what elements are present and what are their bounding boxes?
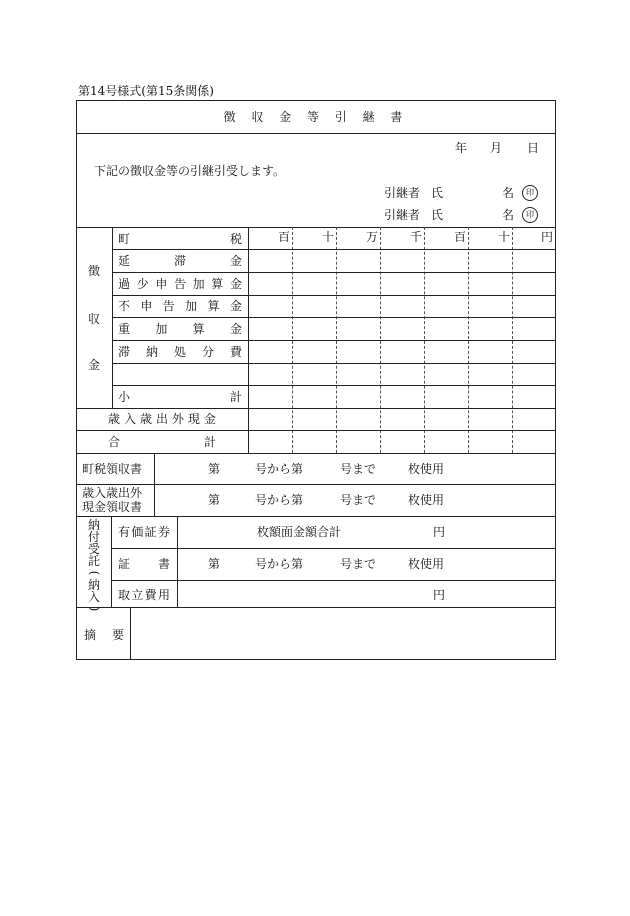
receipt-dai: 第 [208, 493, 221, 507]
form-frame [76, 100, 556, 660]
consignment-row-label [118, 525, 170, 539]
digit-header: 十 [498, 230, 511, 244]
receipt-used: 枚使用 [408, 493, 445, 507]
receipt-to: 号まで [340, 462, 377, 476]
receipt-used: 枚使用 [408, 462, 445, 476]
consignment-from: 号から第 [255, 557, 304, 571]
label-char: 入 [123, 412, 136, 426]
label-char: 申 [155, 277, 168, 291]
collection-row-label [118, 232, 242, 246]
party-mei: 名 [502, 186, 515, 200]
summary-row-label [108, 435, 216, 449]
label-char: 納 [87, 578, 100, 592]
consignment-row-label [118, 588, 170, 602]
statement: 下記の徴収金等の引継引受します。 [94, 164, 286, 178]
label-char: 受 [87, 542, 100, 556]
consignment-unit: 円 [433, 525, 446, 539]
label-char: 過 [118, 277, 131, 291]
label-char: 納 [87, 518, 100, 532]
consignment-to: 号まで [340, 557, 377, 571]
digit-header: 十 [322, 230, 335, 244]
remarks-label [84, 628, 124, 642]
digit-header: 円 [541, 230, 554, 244]
label-char: 金 [229, 277, 242, 291]
label-char: 申 [140, 299, 153, 313]
label-char: 滞 [173, 254, 186, 268]
label-char: ( [87, 570, 101, 576]
label-char: 有 [118, 525, 131, 539]
label-char: 用 [157, 588, 170, 602]
label-char: 合 [108, 435, 121, 449]
label-char: 金 [229, 254, 242, 268]
consignment-dai: 第 [208, 557, 221, 571]
label-char: 書 [157, 557, 170, 571]
label-char: 滞 [118, 345, 131, 359]
label-char: 歳 [108, 412, 121, 426]
label-char: 金 [203, 412, 216, 426]
label-char: 入 [87, 590, 100, 604]
consignment-label [86, 518, 102, 612]
consignment-used: 枚使用 [408, 557, 445, 571]
label-char: 摘 [84, 628, 97, 642]
label-char: 計 [203, 435, 216, 449]
date-month: 月 [490, 141, 503, 155]
collection-row-label [118, 390, 242, 404]
label-char: 外 [171, 412, 184, 426]
summary-row-label [108, 412, 216, 426]
party-mei: 名 [502, 208, 515, 222]
label-char: 告 [162, 299, 175, 313]
label-char: 算 [207, 299, 220, 313]
digit-header: 千 [410, 230, 423, 244]
label-char: 金 [229, 299, 242, 313]
digit-header: 百 [278, 230, 291, 244]
label-char: 券 [157, 525, 170, 539]
receipt-to: 号まで [340, 493, 377, 507]
collection-row-label [118, 254, 242, 268]
party-shi: 氏 [431, 186, 444, 200]
label-char: 現 [187, 412, 200, 426]
label-char: 告 [173, 277, 186, 291]
label-char: 町 [118, 232, 131, 246]
form-title: 徴 収 金 等 引 継 書 [223, 110, 409, 124]
label-char: 分 [201, 345, 214, 359]
label-char: 算 [211, 277, 224, 291]
label-char: 価 [131, 525, 144, 539]
party-shi: 氏 [431, 208, 444, 222]
receipt-row-label: 歳入歳出外 [82, 486, 143, 500]
seal-icon: 印 [522, 207, 538, 223]
form-number: 第14号様式(第15条関係) [78, 84, 214, 98]
label-char: 少 [136, 277, 149, 291]
collection-row-label [118, 322, 242, 336]
label-char: 処 [173, 345, 186, 359]
party-label: 引継者 [384, 186, 421, 200]
label-char: 計 [229, 390, 242, 404]
label-char: 重 [118, 322, 131, 336]
date-day: 日 [527, 141, 540, 155]
label-char: 取 [118, 588, 131, 602]
collection-group-label: 金 [87, 358, 100, 372]
label-char: 歳 [139, 412, 152, 426]
label-char: 費 [144, 588, 157, 602]
label-char: 金 [229, 322, 242, 336]
consignment-unit: 円 [433, 588, 446, 602]
receipt-from: 号から第 [255, 462, 304, 476]
receipt-row-label: 町税領収書 [82, 462, 143, 476]
collection-row-label [118, 299, 242, 313]
collection-row-label [118, 277, 242, 291]
label-char: 託 [87, 554, 100, 568]
label-char: 付 [87, 530, 100, 544]
collection-group-label: 徴 [87, 264, 100, 278]
receipt-row-label: 現金領収書 [82, 500, 143, 514]
seal-icon: 印 [522, 185, 538, 201]
date-year: 年 [455, 141, 468, 155]
label-char: 費 [229, 345, 242, 359]
label-char: 小 [118, 390, 131, 404]
consignment-row-label [118, 557, 170, 571]
consignment-text: 枚額面金額合計 [257, 525, 342, 539]
label-char: 納 [145, 345, 158, 359]
receipt-dai: 第 [208, 462, 221, 476]
collection-row-label [118, 345, 242, 359]
party-label: 引継者 [384, 208, 421, 222]
label-char: 加 [185, 299, 198, 313]
label-char: 加 [155, 322, 168, 336]
collection-group-label: 収 [87, 312, 100, 326]
label-char: ) [87, 606, 101, 612]
label-char: 証 [144, 525, 157, 539]
label-char: 加 [192, 277, 205, 291]
label-char: 延 [118, 254, 131, 268]
digit-header: 百 [454, 230, 467, 244]
label-char: 立 [131, 588, 144, 602]
digit-header: 万 [366, 230, 379, 244]
label-char: 要 [111, 628, 124, 642]
label-char: 出 [155, 412, 168, 426]
label-char: 証 [118, 557, 131, 571]
label-char: 税 [229, 232, 242, 246]
label-char: 算 [192, 322, 205, 336]
receipt-from: 号から第 [255, 493, 304, 507]
label-char: 不 [118, 299, 131, 313]
